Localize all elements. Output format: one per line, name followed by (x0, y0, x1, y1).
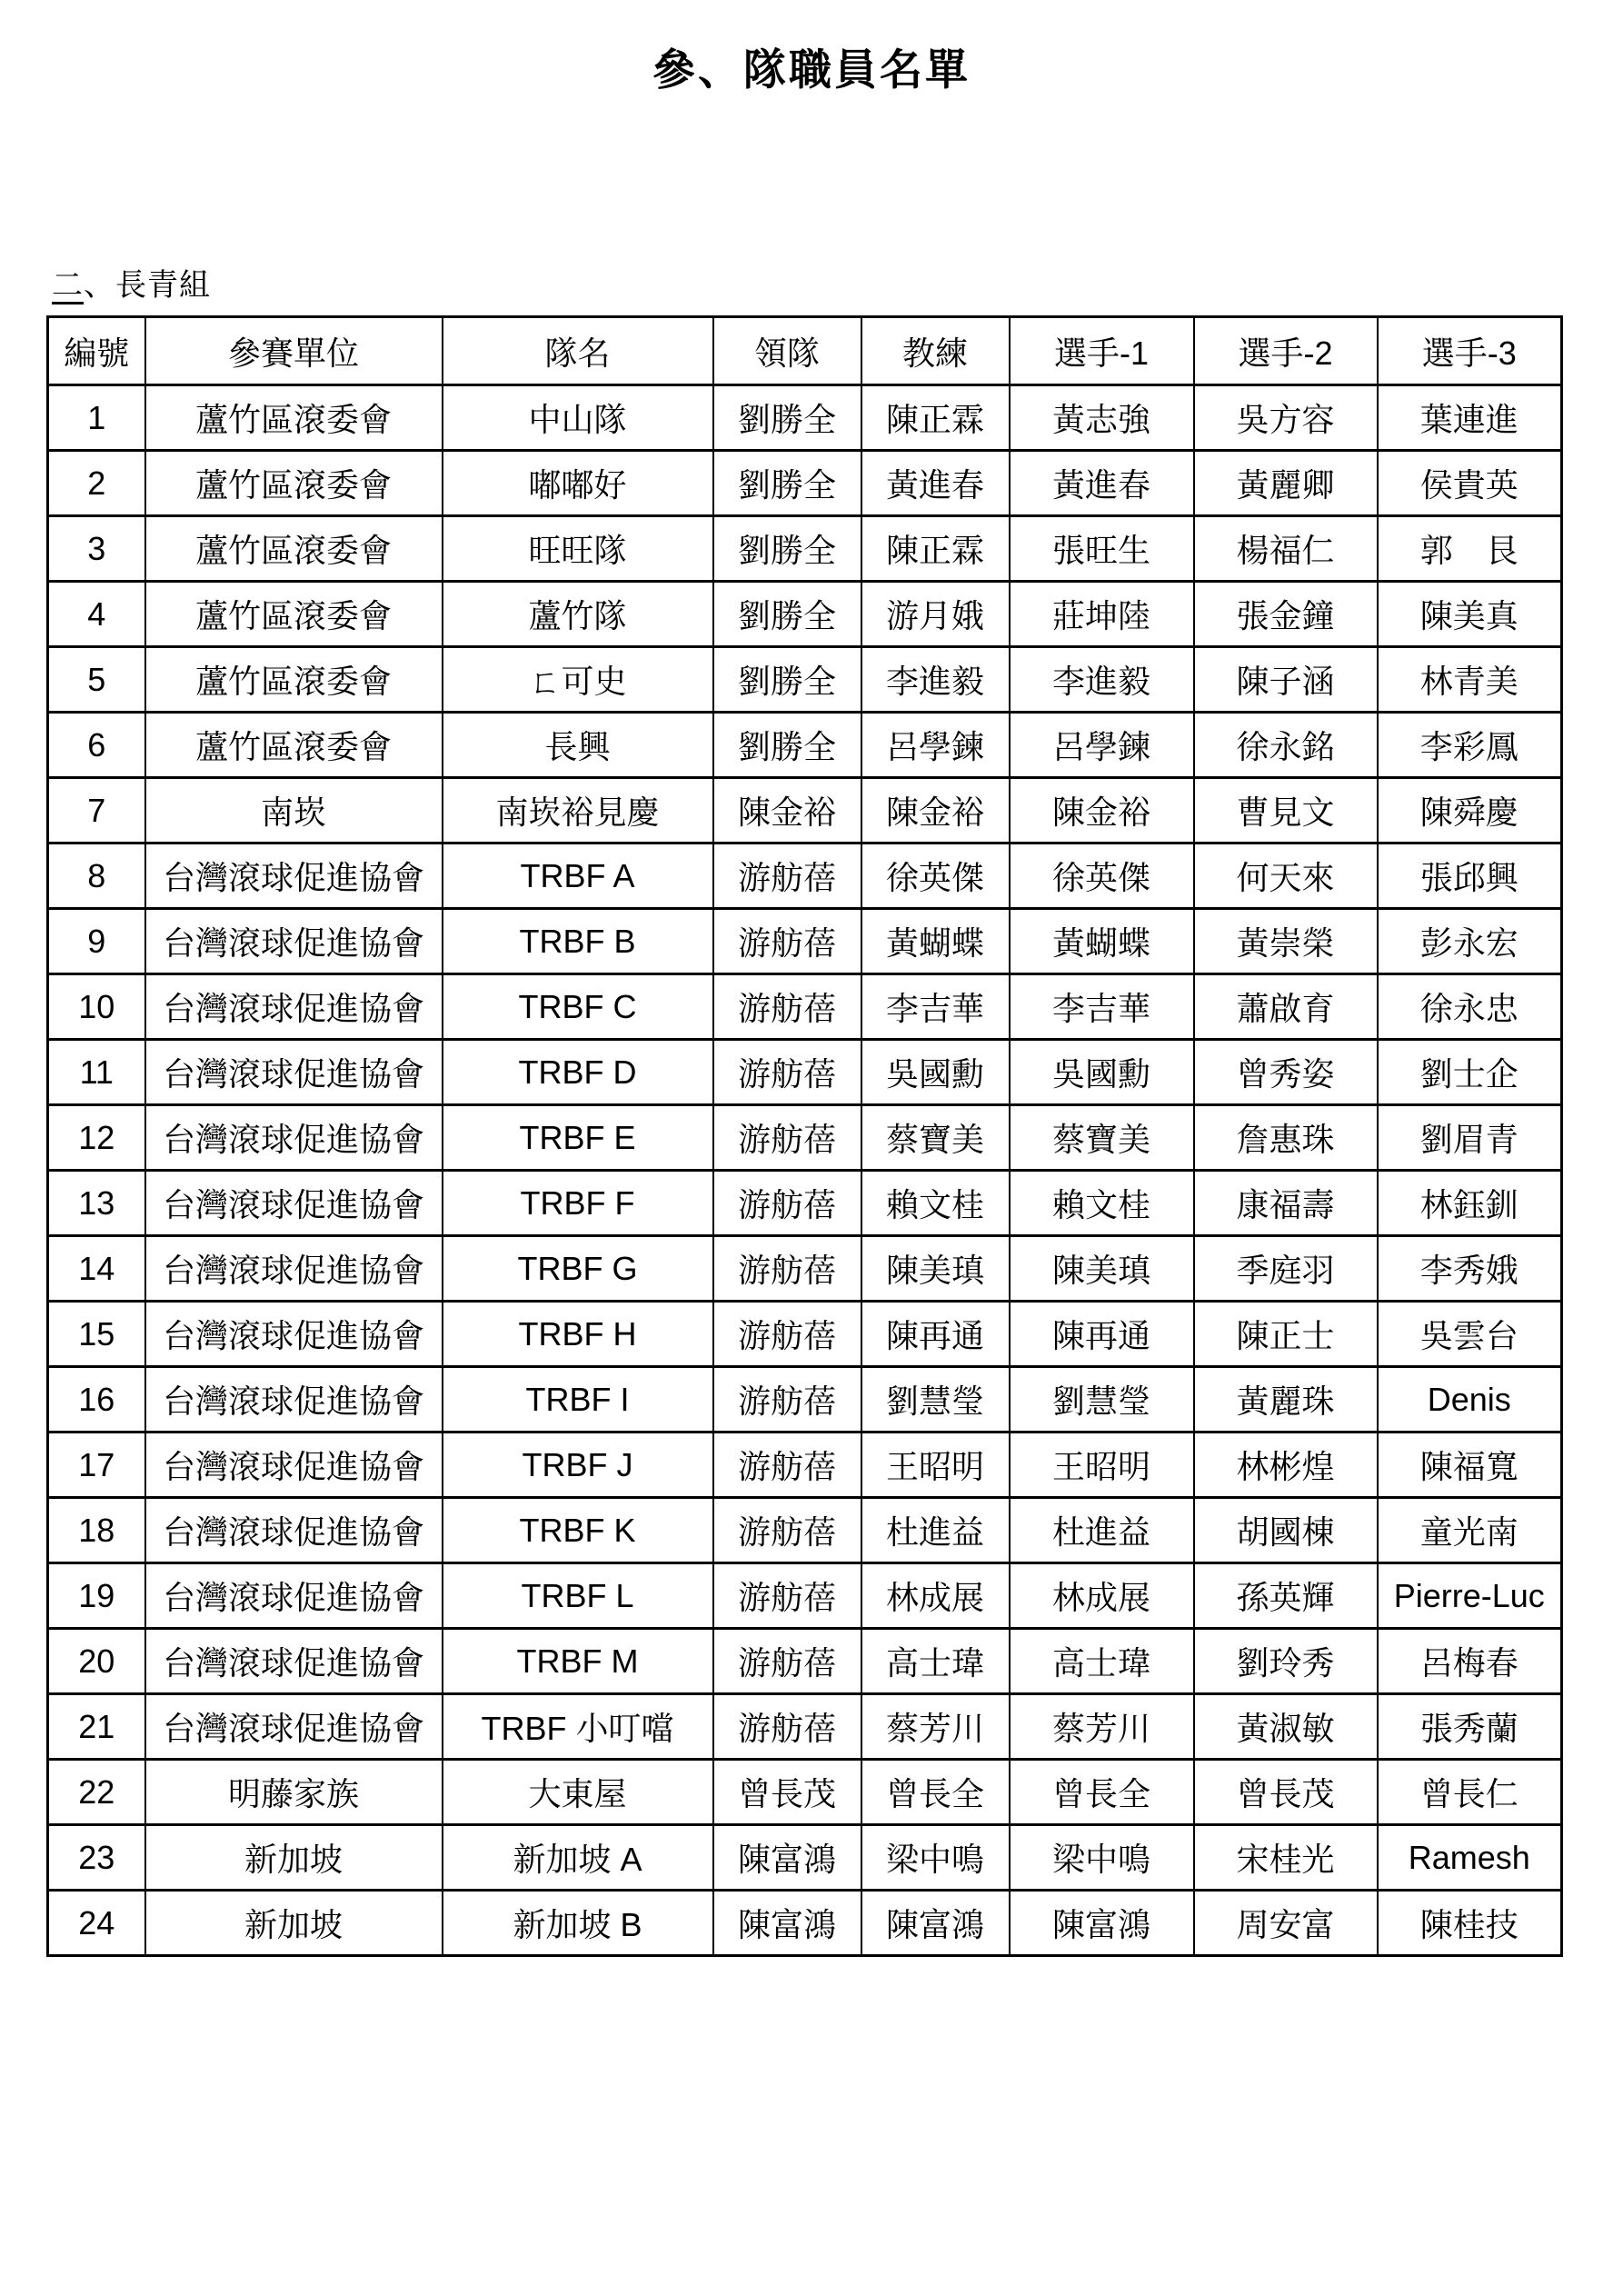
cell-unit: 蘆竹區滾委會 (145, 385, 443, 451)
cell-unit: 台灣滾球促進協會 (145, 1171, 443, 1236)
roster-body (48, 385, 1562, 1956)
cell-player-2: 宋桂光 (1194, 1825, 1378, 1891)
cell-player-1: 陳富鴻 (1010, 1891, 1194, 1956)
cell-coach: 林成展 (861, 1563, 1010, 1629)
cell-player-2: 周安富 (1194, 1891, 1378, 1956)
table-row (48, 1236, 1562, 1302)
section-number: 二 (52, 268, 84, 303)
cell-player-3: 曾長仁 (1378, 1760, 1562, 1825)
cell-row-number: 3 (48, 516, 145, 582)
table-row (48, 713, 1562, 778)
cell-coach: 王昭明 (861, 1433, 1010, 1498)
cell-coach: 劉慧瑩 (861, 1367, 1010, 1433)
cell-team-name: 南崁裕見慶 (443, 778, 713, 844)
cell-team-name: TRBF G (443, 1236, 713, 1302)
cell-row-number: 19 (48, 1563, 145, 1629)
header-cell-coach: 教練 (861, 317, 1010, 385)
cell-leader: 陳金裕 (713, 778, 861, 844)
header-cell-unit: 參賽單位 (145, 317, 443, 385)
cell-unit: 蘆竹區滾委會 (145, 516, 443, 582)
cell-coach: 李吉華 (861, 974, 1010, 1040)
section-label: 、長青組 (84, 268, 211, 303)
cell-player-2: 楊福仁 (1194, 516, 1378, 582)
cell-coach: 陳富鴻 (861, 1891, 1010, 1956)
cell-player-3: 李秀娥 (1378, 1236, 1562, 1302)
table-row (48, 1891, 1562, 1956)
cell-team-name: TRBF I (443, 1367, 713, 1433)
cell-player-2: 劉玲秀 (1194, 1629, 1378, 1694)
table-row (48, 1694, 1562, 1760)
cell-player-2: 黃麗珠 (1194, 1367, 1378, 1433)
cell-row-number: 23 (48, 1825, 145, 1891)
cell-unit: 台灣滾球促進協會 (145, 1236, 443, 1302)
cell-row-number: 8 (48, 844, 145, 909)
cell-coach: 曾長全 (861, 1760, 1010, 1825)
cell-player-1: 曾長全 (1010, 1760, 1194, 1825)
cell-unit: 台灣滾球促進協會 (145, 1105, 443, 1171)
cell-row-number: 7 (48, 778, 145, 844)
cell-player-2: 黃淑敏 (1194, 1694, 1378, 1760)
cell-team-name: 新加坡 A (443, 1825, 713, 1891)
cell-row-number: 15 (48, 1302, 145, 1367)
cell-leader: 游舫蓓 (713, 1040, 861, 1105)
cell-leader: 游舫蓓 (713, 1498, 861, 1563)
roster-table (46, 315, 1563, 1957)
cell-player-3: 郭 艮 (1378, 516, 1562, 582)
cell-player-3: 陳福寬 (1378, 1433, 1562, 1498)
cell-coach: 杜進益 (861, 1498, 1010, 1563)
cell-unit: 台灣滾球促進協會 (145, 974, 443, 1040)
cell-coach: 李進毅 (861, 647, 1010, 713)
cell-row-number: 11 (48, 1040, 145, 1105)
cell-leader: 陳富鴻 (713, 1891, 861, 1956)
cell-leader: 游舫蓓 (713, 1367, 861, 1433)
cell-team-name: TRBF D (443, 1040, 713, 1105)
cell-team-name: 長興 (443, 713, 713, 778)
cell-coach: 吳國勳 (861, 1040, 1010, 1105)
cell-player-2: 何天來 (1194, 844, 1378, 909)
cell-player-1: 莊坤陸 (1010, 582, 1194, 647)
cell-coach: 蔡寶美 (861, 1105, 1010, 1171)
cell-unit: 蘆竹區滾委會 (145, 647, 443, 713)
cell-coach: 蔡芳川 (861, 1694, 1010, 1760)
cell-unit: 台灣滾球促進協會 (145, 1694, 443, 1760)
cell-leader: 游舫蓓 (713, 1236, 861, 1302)
cell-player-3: 陳美真 (1378, 582, 1562, 647)
cell-player-2: 張金鐘 (1194, 582, 1378, 647)
table-row (48, 582, 1562, 647)
cell-team-name: TRBF 小叮噹 (443, 1694, 713, 1760)
cell-player-1: 高士瑋 (1010, 1629, 1194, 1694)
header-cell-player-3: 選手-3 (1378, 317, 1562, 385)
table-row (48, 1629, 1562, 1694)
cell-leader: 游舫蓓 (713, 1302, 861, 1367)
cell-leader: 劉勝全 (713, 582, 861, 647)
table-row (48, 844, 1562, 909)
cell-unit: 蘆竹區滾委會 (145, 451, 443, 516)
cell-team-name: TRBF K (443, 1498, 713, 1563)
table-row (48, 1105, 1562, 1171)
cell-player-2: 陳子涵 (1194, 647, 1378, 713)
cell-player-3: 張邱興 (1378, 844, 1562, 909)
cell-player-1: 吳國勳 (1010, 1040, 1194, 1105)
cell-leader: 劉勝全 (713, 516, 861, 582)
cell-unit: 台灣滾球促進協會 (145, 844, 443, 909)
header-cell-player-2: 選手-2 (1194, 317, 1378, 385)
cell-coach: 徐英傑 (861, 844, 1010, 909)
cell-player-2: 胡國棟 (1194, 1498, 1378, 1563)
cell-team-name: ㄈ可史 (443, 647, 713, 713)
header-cell-row-number: 編號 (48, 317, 145, 385)
cell-team-name: 中山隊 (443, 385, 713, 451)
cell-unit: 蘆竹區滾委會 (145, 713, 443, 778)
cell-row-number: 20 (48, 1629, 145, 1694)
cell-player-3: 林青美 (1378, 647, 1562, 713)
cell-player-2: 黃麗卿 (1194, 451, 1378, 516)
cell-player-1: 王昭明 (1010, 1433, 1194, 1498)
table-row (48, 1367, 1562, 1433)
cell-player-1: 杜進益 (1010, 1498, 1194, 1563)
cell-team-name: TRBF H (443, 1302, 713, 1367)
cell-row-number: 1 (48, 385, 145, 451)
cell-player-3: 彭永宏 (1378, 909, 1562, 974)
cell-coach: 陳正霖 (861, 516, 1010, 582)
cell-player-2: 季庭羽 (1194, 1236, 1378, 1302)
cell-player-3: Ramesh (1378, 1825, 1562, 1891)
cell-player-2: 康福壽 (1194, 1171, 1378, 1236)
cell-player-2: 曾長茂 (1194, 1760, 1378, 1825)
table-row (48, 1040, 1562, 1105)
cell-row-number: 6 (48, 713, 145, 778)
cell-team-name: 旺旺隊 (443, 516, 713, 582)
cell-unit: 明藤家族 (145, 1760, 443, 1825)
cell-leader: 劉勝全 (713, 385, 861, 451)
cell-player-2: 孫英輝 (1194, 1563, 1378, 1629)
cell-team-name: TRBF F (443, 1171, 713, 1236)
table-row (48, 516, 1562, 582)
cell-row-number: 24 (48, 1891, 145, 1956)
cell-unit: 南崁 (145, 778, 443, 844)
cell-player-3: 李彩鳳 (1378, 713, 1562, 778)
cell-unit: 台灣滾球促進協會 (145, 1629, 443, 1694)
cell-player-3: 呂梅春 (1378, 1629, 1562, 1694)
cell-team-name: 蘆竹隊 (443, 582, 713, 647)
cell-player-3: Denis (1378, 1367, 1562, 1433)
table-row (48, 1760, 1562, 1825)
cell-player-2: 曾秀姿 (1194, 1040, 1378, 1105)
cell-unit: 台灣滾球促進協會 (145, 1040, 443, 1105)
cell-row-number: 9 (48, 909, 145, 974)
cell-team-name: 大東屋 (443, 1760, 713, 1825)
cell-player-1: 黃蝴蝶 (1010, 909, 1194, 974)
header-cell-player-1: 選手-1 (1010, 317, 1194, 385)
cell-coach: 陳金裕 (861, 778, 1010, 844)
table-row (48, 974, 1562, 1040)
cell-player-1: 陳美瑱 (1010, 1236, 1194, 1302)
cell-player-1: 蔡芳川 (1010, 1694, 1194, 1760)
cell-player-1: 呂學鍊 (1010, 713, 1194, 778)
cell-team-name: 嘟嘟好 (443, 451, 713, 516)
table-row (48, 778, 1562, 844)
cell-player-3: 林鈺釧 (1378, 1171, 1562, 1236)
cell-team-name: TRBF L (443, 1563, 713, 1629)
cell-player-3: Pierre-Luc (1378, 1563, 1562, 1629)
cell-team-name: TRBF C (443, 974, 713, 1040)
cell-player-3: 葉連進 (1378, 385, 1562, 451)
cell-team-name: 新加坡 B (443, 1891, 713, 1956)
cell-player-1: 徐英傑 (1010, 844, 1194, 909)
cell-unit: 台灣滾球促進協會 (145, 1367, 443, 1433)
cell-unit: 台灣滾球促進協會 (145, 1433, 443, 1498)
cell-player-1: 林成展 (1010, 1563, 1194, 1629)
cell-coach: 陳美瑱 (861, 1236, 1010, 1302)
cell-coach: 陳正霖 (861, 385, 1010, 451)
header-row (48, 317, 1562, 385)
cell-coach: 呂學鍊 (861, 713, 1010, 778)
cell-coach: 黃蝴蝶 (861, 909, 1010, 974)
cell-player-2: 詹惠珠 (1194, 1105, 1378, 1171)
table-row (48, 451, 1562, 516)
cell-unit: 台灣滾球促進協會 (145, 909, 443, 974)
cell-player-3: 張秀蘭 (1378, 1694, 1562, 1760)
header-cell-team-name: 隊名 (443, 317, 713, 385)
cell-player-3: 陳舜慶 (1378, 778, 1562, 844)
table-row (48, 1433, 1562, 1498)
cell-coach: 游月娥 (861, 582, 1010, 647)
cell-row-number: 14 (48, 1236, 145, 1302)
cell-player-1: 黃志強 (1010, 385, 1194, 451)
table-row (48, 1825, 1562, 1891)
cell-player-1: 陳金裕 (1010, 778, 1194, 844)
cell-leader: 游舫蓓 (713, 974, 861, 1040)
cell-player-1: 賴文桂 (1010, 1171, 1194, 1236)
cell-leader: 游舫蓓 (713, 844, 861, 909)
table-row (48, 1563, 1562, 1629)
cell-coach: 梁中鳴 (861, 1825, 1010, 1891)
cell-player-1: 梁中鳴 (1010, 1825, 1194, 1891)
cell-player-2: 陳正士 (1194, 1302, 1378, 1367)
cell-coach: 黃進春 (861, 451, 1010, 516)
cell-row-number: 16 (48, 1367, 145, 1433)
cell-player-3: 吳雲台 (1378, 1302, 1562, 1367)
cell-row-number: 18 (48, 1498, 145, 1563)
cell-leader: 游舫蓓 (713, 909, 861, 974)
cell-player-3: 童光南 (1378, 1498, 1562, 1563)
cell-leader: 劉勝全 (713, 647, 861, 713)
cell-player-2: 黃崇榮 (1194, 909, 1378, 974)
cell-leader: 游舫蓓 (713, 1629, 861, 1694)
cell-player-2: 徐永銘 (1194, 713, 1378, 778)
cell-player-1: 李吉華 (1010, 974, 1194, 1040)
cell-leader: 游舫蓓 (713, 1563, 861, 1629)
cell-coach: 陳再通 (861, 1302, 1010, 1367)
cell-row-number: 21 (48, 1694, 145, 1760)
cell-team-name: TRBF A (443, 844, 713, 909)
cell-leader: 劉勝全 (713, 451, 861, 516)
cell-leader: 游舫蓓 (713, 1171, 861, 1236)
table-row (48, 1302, 1562, 1367)
header-cell-leader: 領隊 (713, 317, 861, 385)
cell-row-number: 12 (48, 1105, 145, 1171)
cell-coach: 高士瑋 (861, 1629, 1010, 1694)
cell-player-1: 李進毅 (1010, 647, 1194, 713)
cell-leader: 劉勝全 (713, 713, 861, 778)
cell-player-1: 張旺生 (1010, 516, 1194, 582)
cell-player-3: 劉眉青 (1378, 1105, 1562, 1171)
cell-player-2: 蕭啟育 (1194, 974, 1378, 1040)
cell-leader: 游舫蓓 (713, 1694, 861, 1760)
cell-player-1: 黃進春 (1010, 451, 1194, 516)
cell-unit: 台灣滾球促進協會 (145, 1498, 443, 1563)
cell-team-name: TRBF J (443, 1433, 713, 1498)
cell-coach: 賴文桂 (861, 1171, 1010, 1236)
cell-unit: 蘆竹區滾委會 (145, 582, 443, 647)
page-title: 參、隊職員名單 (652, 45, 971, 94)
cell-player-1: 蔡寶美 (1010, 1105, 1194, 1171)
section-heading (52, 260, 211, 304)
cell-player-2: 曹見文 (1194, 778, 1378, 844)
cell-row-number: 5 (48, 647, 145, 713)
cell-row-number: 2 (48, 451, 145, 516)
cell-leader: 游舫蓓 (713, 1433, 861, 1498)
cell-row-number: 13 (48, 1171, 145, 1236)
cell-player-3: 侯貴英 (1378, 451, 1562, 516)
cell-team-name: TRBF E (443, 1105, 713, 1171)
cell-row-number: 22 (48, 1760, 145, 1825)
cell-row-number: 4 (48, 582, 145, 647)
cell-unit: 台灣滾球促進協會 (145, 1302, 443, 1367)
cell-unit: 台灣滾球促進協會 (145, 1563, 443, 1629)
table-row (48, 1171, 1562, 1236)
cell-team-name: TRBF B (443, 909, 713, 974)
cell-row-number: 10 (48, 974, 145, 1040)
table-row (48, 647, 1562, 713)
table-row (48, 909, 1562, 974)
cell-player-2: 吳方容 (1194, 385, 1378, 451)
cell-team-name: TRBF M (443, 1629, 713, 1694)
cell-player-1: 劉慧瑩 (1010, 1367, 1194, 1433)
cell-row-number: 17 (48, 1433, 145, 1498)
cell-leader: 游舫蓓 (713, 1105, 861, 1171)
cell-leader: 陳富鴻 (713, 1825, 861, 1891)
cell-unit: 新加坡 (145, 1891, 443, 1956)
cell-player-3: 劉士企 (1378, 1040, 1562, 1105)
cell-unit: 新加坡 (145, 1825, 443, 1891)
cell-player-3: 徐永忠 (1378, 974, 1562, 1040)
cell-player-1: 陳再通 (1010, 1302, 1194, 1367)
cell-player-2: 林彬煌 (1194, 1433, 1378, 1498)
table-row (48, 385, 1562, 451)
cell-player-3: 陳桂技 (1378, 1891, 1562, 1956)
cell-leader: 曾長茂 (713, 1760, 861, 1825)
table-row (48, 1498, 1562, 1563)
